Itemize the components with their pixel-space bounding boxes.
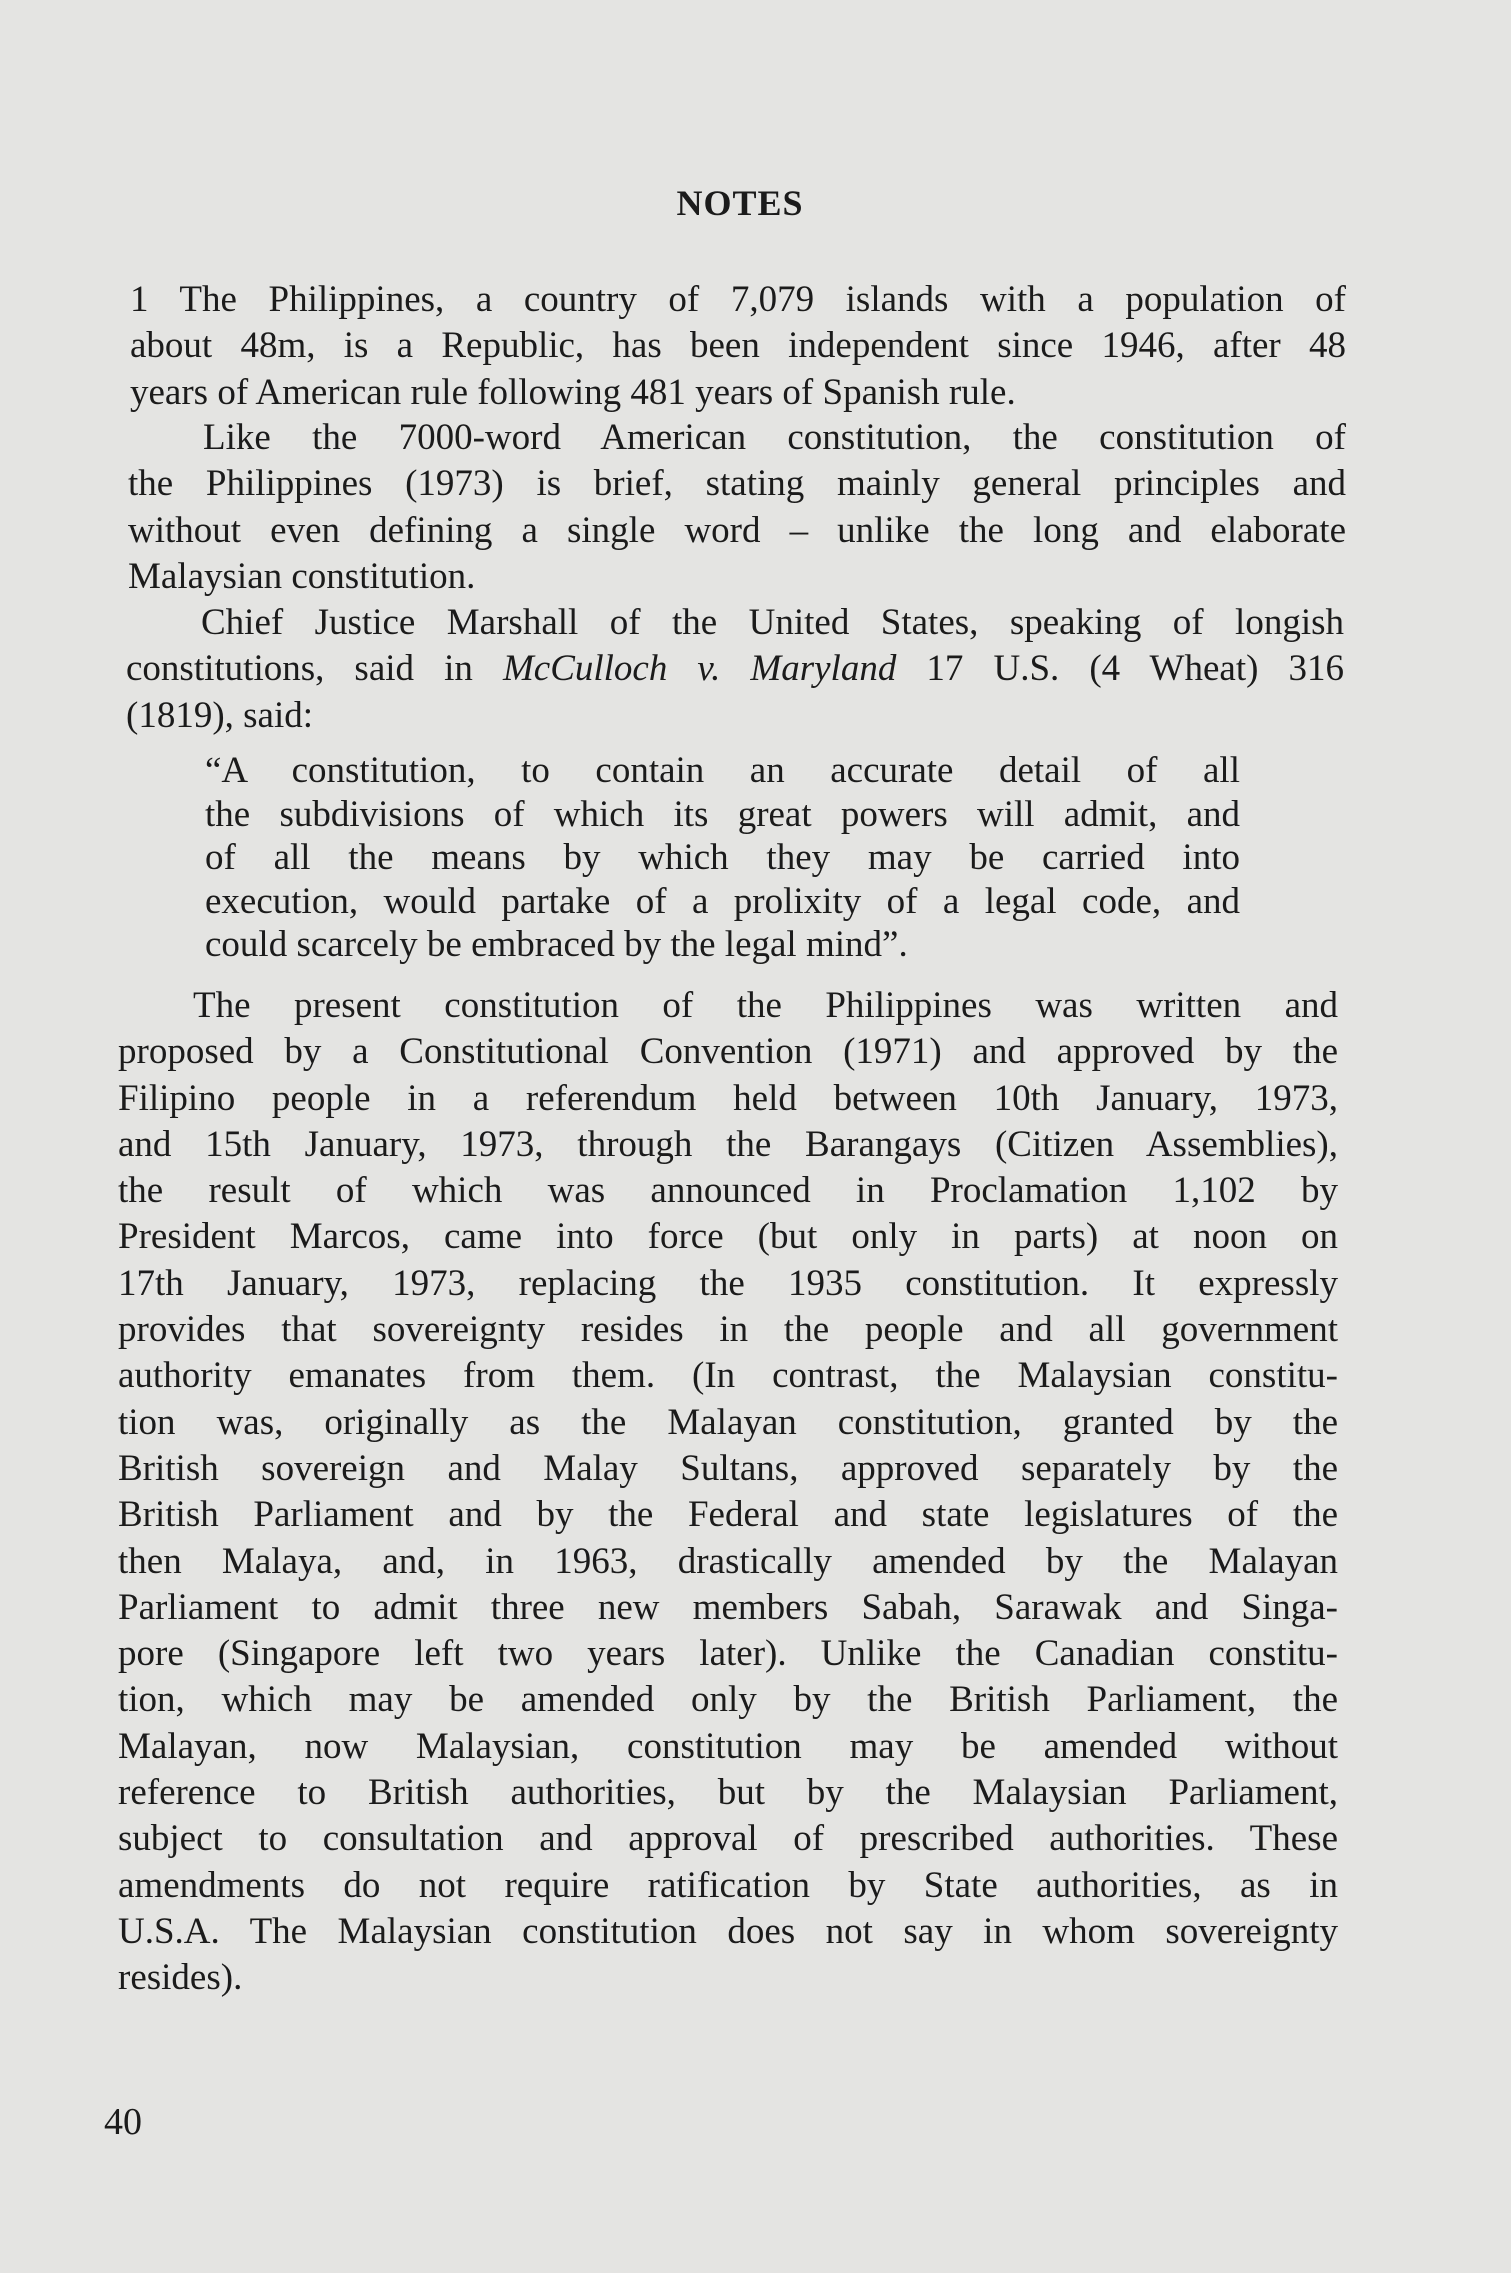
text-line: U.S.A. The Malaysian constitution does not say in whom sovereignty — [118, 1910, 1338, 1952]
text-line: tion was, originally as the Malayan constitution, granted by the — [118, 1401, 1338, 1443]
text-line: Like the 7000-word American constitution, the constitution of — [203, 417, 1346, 458]
text-line: authority emanates from them. (In contrast, the Malaysian constitu- — [118, 1355, 1338, 1397]
note-paragraph-1 — [130, 277, 1346, 416]
text-line: Parliament to admit three new members Sabah, Sarawak and Singa- — [118, 1586, 1338, 1628]
text-line: then Malaya, and, in 1963, drastically amended by the Malayan — [118, 1540, 1338, 1582]
text-line: pore (Singapore left two years later). Unlike the Canadian constitu- — [118, 1633, 1338, 1675]
text-line: and 15th January, 1973, through the Barangays (Citizen Assemblies), — [118, 1123, 1338, 1165]
page-number: 40 — [104, 2101, 142, 2143]
text-line: proposed by a Constitutional Convention (1971) and approved by the — [118, 1031, 1338, 1073]
text-line: about 48m, is a Republic, has been independent since 1946, after 48 — [130, 325, 1346, 367]
page-title: NOTES — [676, 183, 804, 223]
note-paragraph-5 — [118, 983, 1338, 2002]
text-line: The present constitution of the Philippines was written and — [193, 985, 1338, 1026]
text-segment: constitutions, said in — [126, 648, 503, 690]
text-line: 1 The Philippines, a country of 7,079 islands with a population of — [130, 279, 1346, 320]
text-line: the subdivisions of which its great powers will admit, and — [205, 793, 1240, 835]
case-citation: McCulloch v. Maryland — [502, 648, 897, 690]
text-line: the Philippines (1973) is brief, stating mainly general principles and — [128, 463, 1346, 505]
text-line: provides that sovereignty resides in the people and all government — [118, 1309, 1338, 1351]
text-line: Malaysian constitution. — [128, 555, 476, 597]
text-line: “A constitution, to contain an accurate detail of all — [205, 750, 1240, 791]
text-line — [126, 646, 1344, 692]
text-line: British sovereign and Malay Sultans, approved separately by the — [118, 1447, 1338, 1489]
text-line: could scarcely be embraced by the legal mind”. — [205, 924, 908, 965]
text-line: reference to British authorities, but by the Malaysian Parliament, — [118, 1772, 1338, 1814]
text-line: 17th January, 1973, replacing the 1935 constitution. It expressly — [118, 1262, 1338, 1304]
text-line: President Marcos, came into force (but only in parts) at noon on — [118, 1216, 1338, 1258]
text-line: subject to consultation and approval of prescribed authorities. These — [118, 1818, 1338, 1860]
text-line: Filipino people in a referendum held between 10th January, 1973, — [118, 1077, 1338, 1119]
text-line: tion, which may be amended only by the British Parliament, the — [118, 1679, 1338, 1721]
text-line: Chief Justice Marshall of the United States, speaking of longish — [201, 602, 1344, 643]
text-line: the result of which was announced in Proclamation 1,102 by — [118, 1170, 1338, 1212]
text-segment: 17 U.S. (4 Wheat) 316 — [896, 648, 1344, 690]
note-paragraph-2 — [128, 415, 1346, 600]
text-line: British Parliament and by the Federal and state legislatures of the — [118, 1494, 1338, 1536]
text-line: of all the means by which they may be carried into — [205, 837, 1240, 878]
text-line: resides). — [118, 1957, 243, 1999]
note-paragraph-3 — [126, 600, 1344, 739]
text-line: amendments do not require ratification by State authorities, as in — [118, 1864, 1338, 1906]
text-line: Malayan, now Malaysian, constitution may be amended without — [118, 1725, 1338, 1767]
text-line: without even defining a single word – unlike the long and elaborate — [128, 509, 1346, 551]
text-line: (1819), said: — [126, 694, 314, 736]
block-quote — [205, 749, 1240, 967]
text-line: execution, would partake of a prolixity of a legal code, and — [205, 880, 1240, 922]
text-line: years of American rule following 481 years of Spanish rule. — [130, 371, 1016, 413]
